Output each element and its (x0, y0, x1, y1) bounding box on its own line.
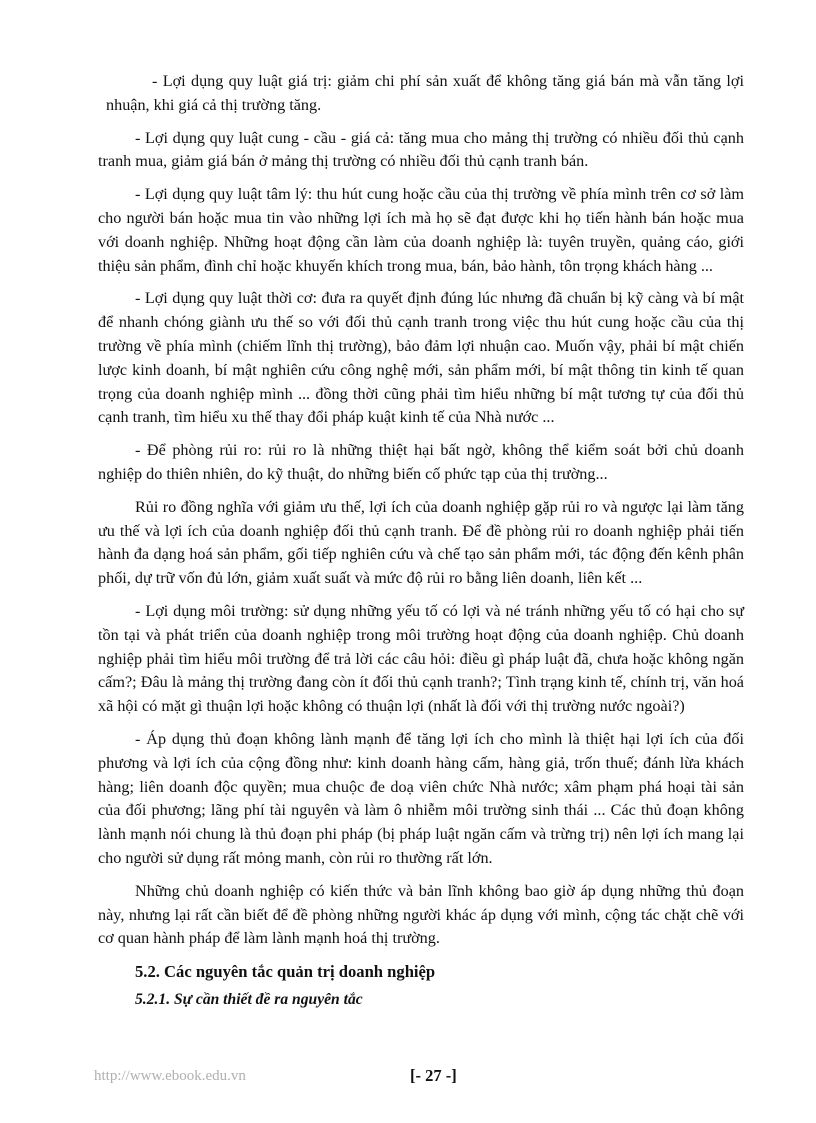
paragraph-cung-cau: - Lợi dụng quy luật cung - cầu - giá cả: tăng mua cho mảng thị trường có nhiều đối thủ cạnh tranh mua, giảm giá bán ở mảng thị trường có nhiều đối thủ cạnh tranh bán. (98, 128, 744, 171)
paragraph-tam-ly: - Lợi dụng quy luật tâm lý: thu hút cung hoặc cầu của thị trường về phía mình trên cơ sở làm cho người bán hoặc mua tin vào những lợi ích mà họ sẽ đạt được khi họ tiến hành bán hoặc mua với doanh nghiệp. Những hoạt động cần làm của doanh nghiệp là: tuyên truyền, quảng cáo, giới thiệu sản phẩm, đình chỉ hoặc khuyến khích trong mua, bán, bảo hành, tôn trọng khách hàng ... (98, 185, 744, 275)
section-heading: 5.2. Các nguyên tắc quản trị doanh nghiệp (135, 962, 436, 982)
paragraph-thu-doan: - Áp dụng thủ đoạn không lành mạnh để tăng lợi ích cho mình là thiệt hại lợi ích của đối phương và lợi ích của cộng đồng như: kinh doanh hàng cấm, hàng giả, trốn thuế; đánh lừa khách hàng; liên doanh độc quyền; mua chuộc đe doạ viên chức Nhà nước; xâm phạm phá hoại tài sản của đối phương; lãng phí tài nguyên và làm ô nhiễm môi trường sinh thái ... Các thủ đoạn không lành mạnh nói chung là thủ đoạn phi pháp (bị pháp luật ngăn cấm và trừng trị) nên lợi ích mang lại cho người sử dụng rất mỏng manh, còn rủi ro thường rất lớn. (98, 729, 744, 867)
page-footer (0, 1066, 816, 1090)
page-number: [- 27 -] (410, 1066, 457, 1085)
page-body (98, 70, 744, 1011)
paragraph-rui-ro: - Để phòng rủi ro: rủi ro là những thiệt hại bất ngờ, không thể kiểm soát bởi chủ doanh nghiệp do thiên nhiên, do kỹ thuật, do những biến cố phức tạp của thị trường... (98, 441, 744, 483)
paragraph-chu-doanh-nghiep: Những chủ doanh nghiệp có kiến thức và bản lĩnh không bao giờ áp dụng những thủ đoạn này, nhưng lại rất cần biết để đề phòng những người khác áp dụng với mình, cộng tác chặt chẽ với cơ quan hành pháp để làm lành mạnh hoá thị trường. (98, 881, 744, 948)
paragraph-rui-ro-detail: Rủi ro đồng nghĩa với giảm ưu thế, lợi ích của doanh nghiệp gặp rủi ro và ngược lại làm tăng ưu thế và lợi ích của doanh nghiệp đối thủ cạnh tranh. Để đề phòng rủi ro doanh nghiệp phải tiến hành đa dạng hoá sản phẩm, gối tiếp nghiên cứu và chế tạo sản phẩm mới, tác động đến kênh phân phối, dự trữ vốn đủ lớn, giảm xuất suất và mức độ rủi ro bằng liên doanh, liên kết ... (98, 497, 744, 588)
paragraph-thoi-co: - Lợi dụng quy luật thời cơ: đưa ra quyết định đúng lúc nhưng đã chuẩn bị kỹ càng và bí mật để nhanh chóng giành ưu thế so với đối thủ cạnh tranh trong việc thu hút cung hoặc cầu của thị trường về phía mình (chiếm lĩnh thị trường), bảo đảm lợi nhuận cao. Muốn vậy, phải bí mật chiến lược kinh doanh, bí mật nghiên cứu công nghệ mới, sản phẩm mới, bí mật thông tin kinh tế quan trọng của doanh nghiệp mình ... đồng thời cũng phải tìm hiểu những bí mật tương tự của đối thủ cạnh tranh, tìm hiểu xu thế thay đổi pháp kuật kinh tế của Nhà nước ... (98, 289, 744, 427)
paragraph-gia-tri: - Lợi dụng quy luật giá trị: giảm chi phí sản xuất để không tăng giá bán mà vẫn tăng lợi nhuận, khi giá cả thị trường tăng. (106, 72, 744, 114)
footer-url[interactable]: http://www.ebook.edu.vn (94, 1068, 246, 1084)
subsection-heading: 5.2.1. Sự cần thiết đề ra nguyên tắc (135, 991, 363, 1009)
paragraph-moi-truong: - Lợi dụng môi trường: sử dụng những yếu tố có lợi và né tránh những yếu tố có hại cho sự tồn tại và phát triển của doanh nghiệp trong môi trường hoạt động của doanh nghiệp. Chủ doanh nghiệp phải tìm hiểu môi trường để trả lời các câu hỏi: điều gì pháp luật đã, chưa hoặc không ngăn cấm?; Đâu là mảng thị trường đang còn ít đối thủ cạnh tranh?; Tình trạng kinh tế, chính trị, văn hoá xã hội có mặt gì thuận lợi hoặc không có thuận lợi (nhất là đối với thị trường nước ngoài?) (98, 601, 744, 716)
